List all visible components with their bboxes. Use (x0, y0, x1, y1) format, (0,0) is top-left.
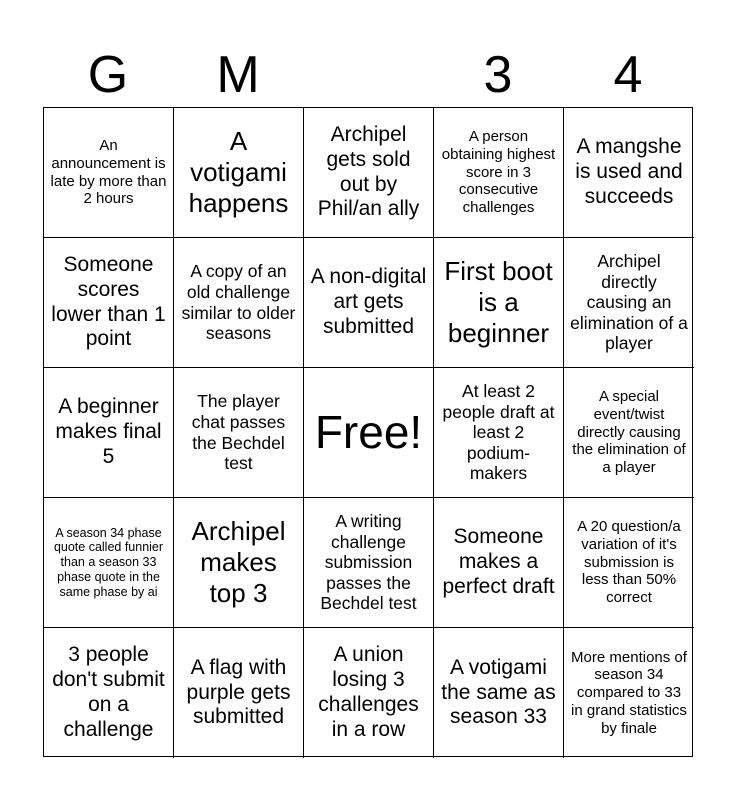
bingo-cell-r1-c2[interactable] (174, 108, 304, 238)
bingo-cell-r3-c1[interactable] (44, 368, 174, 498)
bingo-cell-r5-c4[interactable] (434, 628, 564, 758)
bingo-cell-r3-c4[interactable] (434, 368, 564, 498)
cell-text: Someone makes a perfect draft (442, 525, 555, 598)
cell-text: A copy of an old challenge similar to older seasons (181, 261, 296, 344)
cell-text: More mentions of season 34 compared to 33 in grand statistics by finale (571, 648, 687, 737)
bingo-cell-r5-c2[interactable] (174, 628, 304, 758)
header-letter-4: 3 (483, 46, 513, 104)
cell-text: A beginner makes final 5 (55, 395, 162, 468)
cell-text: At least 2 people draft at least 2 podium-makers (442, 380, 555, 484)
cell-text: Archipel makes top 3 (191, 516, 286, 608)
bingo-cell-free[interactable] (304, 368, 434, 498)
bingo-cell-r1-c4[interactable] (434, 108, 564, 238)
bingo-cell-r4-c5[interactable] (564, 498, 694, 628)
bingo-cell-r3-c5[interactable] (564, 368, 694, 498)
free-space-text: Free! (314, 406, 423, 459)
bingo-cell-r1-c5[interactable] (564, 108, 694, 238)
bingo-cell-r4-c4[interactable] (434, 498, 564, 628)
cell-text: A person obtaining highest score in 3 consecutive challenges (441, 128, 556, 217)
cell-text: A votigami happens (188, 126, 289, 218)
header-letter-1: G (87, 46, 129, 104)
bingo-cell-r5-c5[interactable] (564, 628, 694, 758)
header-letter-5: 4 (613, 46, 643, 104)
cell-text: A special event/twist directly causing the elimination of a player (572, 388, 686, 477)
cell-text: 3 people don't submit on a challenge (52, 643, 165, 741)
bingo-cell-r5-c1[interactable] (44, 628, 174, 758)
cell-text: An announcement is late by more than 2 hours (50, 137, 167, 208)
cell-text: First boot is a beginner (444, 256, 553, 348)
cell-text: A writing challenge submission passes the Bechdel test (320, 510, 417, 614)
cell-text: Archipel directly causing an elimination of a player (570, 250, 688, 354)
cell-text: The player chat passes the Bechdel test (191, 391, 286, 474)
bingo-cell-r2-c4[interactable] (434, 238, 564, 368)
bingo-cell-r2-c2[interactable] (174, 238, 304, 368)
bingo-cell-r2-c1[interactable] (44, 238, 174, 368)
bingo-cell-r4-c1[interactable] (44, 498, 174, 628)
bingo-cell-r2-c5[interactable] (564, 238, 694, 368)
bingo-cell-r1-c3[interactable] (304, 108, 434, 238)
cell-text: A 20 question/a variation of it's submission is less than 50% correct (577, 518, 681, 607)
cell-text: A union losing 3 challenges in a row (318, 643, 419, 741)
cell-text: A mangshe is used and succeeds (575, 135, 683, 208)
header-letter-2: M (216, 46, 260, 104)
bingo-board (43, 107, 693, 757)
cell-text: Archipel gets sold out by Phil/an ally (317, 122, 420, 221)
cell-text: A season 34 phase quote called funnier than a season 33 phase quote in the same phase by ai (53, 525, 164, 599)
bingo-cell-r1-c1[interactable] (44, 108, 174, 238)
bingo-cell-r4-c2[interactable] (174, 498, 304, 628)
bingo-cell-r5-c3[interactable] (304, 628, 434, 758)
bingo-cell-r2-c3[interactable] (304, 238, 434, 368)
cell-text: A non-digital art gets submitted (310, 265, 427, 338)
cell-text: A flag with purple gets submitted (186, 655, 291, 729)
header-letter-3 (303, 42, 433, 108)
cell-text: A votigami the same as season 33 (441, 655, 556, 729)
cell-text: Someone scores lower than 1 point (51, 252, 166, 351)
bingo-cell-r4-c3[interactable] (304, 498, 434, 628)
bingo-cell-r3-c2[interactable] (174, 368, 304, 498)
bingo-header (43, 42, 693, 108)
